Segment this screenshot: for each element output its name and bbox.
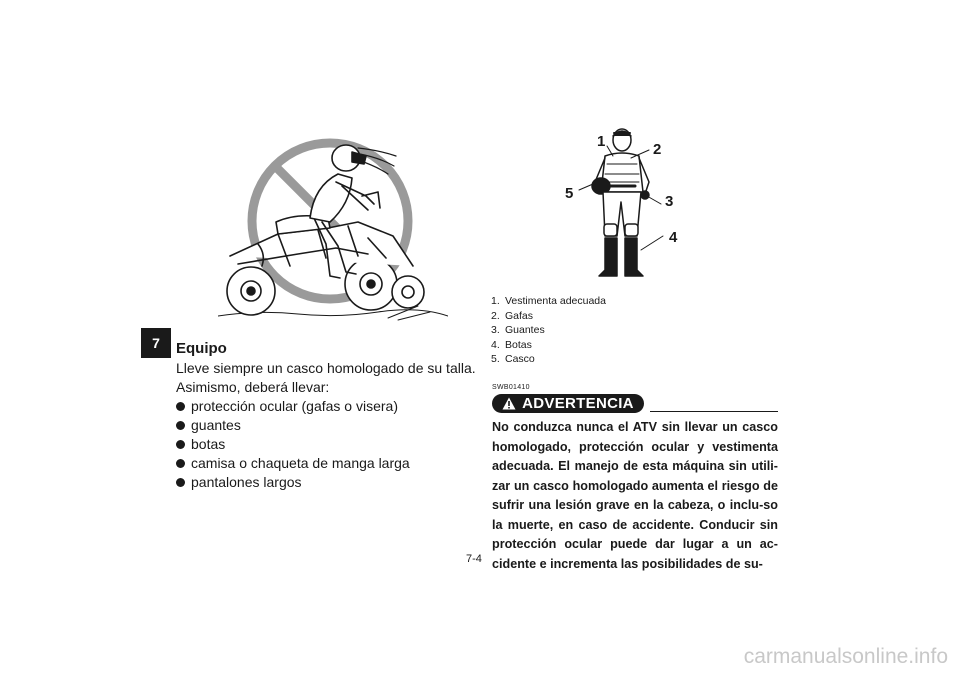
list-item: pantalones largos	[176, 473, 476, 492]
proper-equipment-illustration	[555, 124, 690, 284]
no-helmet-prohibited-illustration	[218, 126, 448, 326]
legend-item: 5. Casco	[491, 353, 535, 365]
legend-item: 2. Gafas	[491, 309, 534, 322]
warning-label: ADVERTENCIA	[522, 395, 634, 412]
list-item: protección ocular (gafas o visera)	[176, 397, 476, 416]
chapter-tab	[141, 328, 171, 358]
warning-rule	[650, 411, 778, 412]
bullet-icon	[176, 440, 185, 449]
legend-item: 3. Guantes	[491, 324, 545, 336]
callout-2: 2	[653, 141, 662, 158]
figure-legend	[491, 294, 691, 367]
bullet-icon	[176, 402, 185, 411]
equipment-section	[176, 340, 476, 492]
legend-item: 1. Vestimenta adecuada	[491, 295, 606, 307]
equipment-list	[176, 397, 476, 492]
section-title: Equipo	[176, 340, 227, 357]
bullet-icon	[176, 459, 185, 468]
warning-code: SWB01410	[492, 384, 530, 391]
callout-5: 5	[565, 185, 574, 202]
section-intro: Lleve siempre un casco homologado de su talla. Asimismo, deberá llevar:	[176, 360, 476, 395]
list-item: botas	[176, 435, 476, 454]
callout-4: 4	[669, 229, 678, 246]
callout-3: 3	[665, 193, 674, 210]
warning-text: No conduzca nunca el ATV sin llevar un casco homologado, protección ocular y vestimenta adecuada. El manejo de esta máquina sin utili-zar un casco homologado aumenta el riesgo de sufrir una lesión grave en la cabeza, o inclu-so la muerte, en caso de accidente. Conducir sin protección ocular puede dar lugar a un ac-cidente e incrementa las posibilidades de su-	[492, 420, 778, 571]
watermark: carmanualsonline.info	[743, 645, 948, 668]
warning-badge	[492, 394, 644, 413]
list-item: guantes	[176, 416, 476, 435]
callout-1: 1	[597, 133, 606, 150]
list-item: camisa o chaqueta de manga larga	[176, 454, 476, 473]
bullet-icon	[176, 478, 185, 487]
legend-item: 4. Botas	[491, 338, 532, 351]
page-number: 7-4	[466, 553, 482, 565]
chapter-number: 7	[152, 335, 160, 351]
warning-triangle-icon	[502, 397, 516, 410]
bullet-icon	[176, 421, 185, 430]
